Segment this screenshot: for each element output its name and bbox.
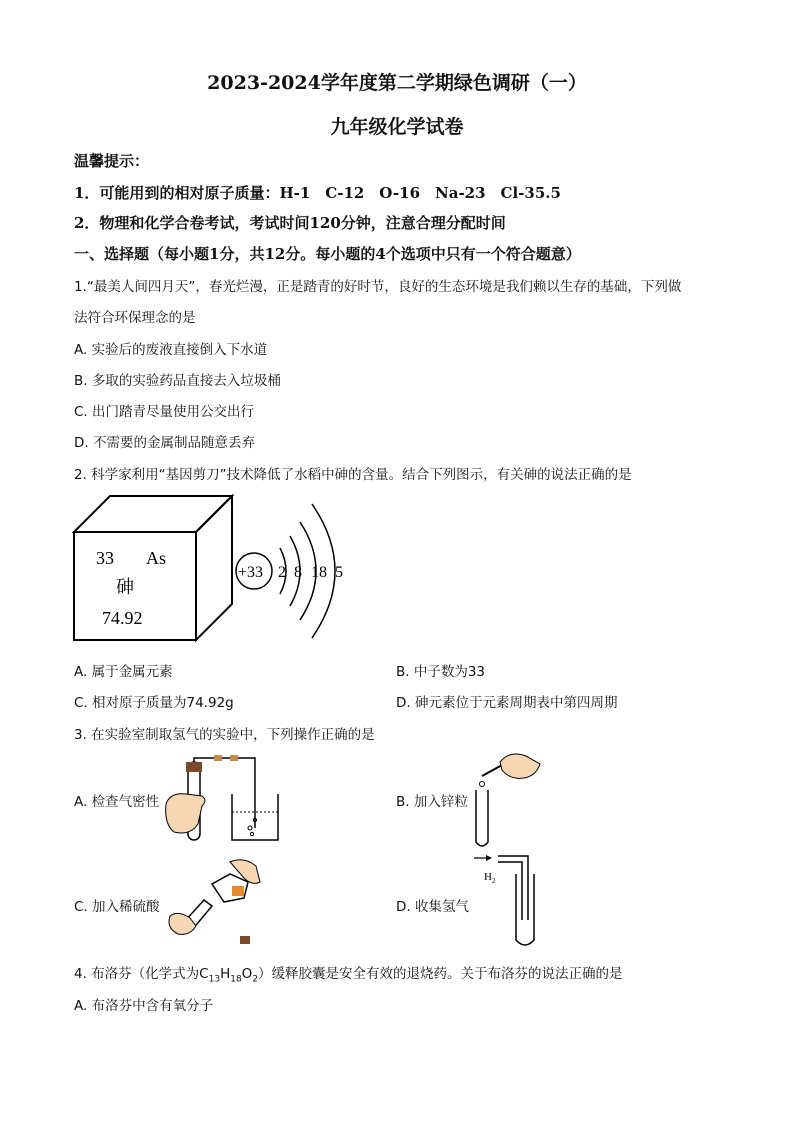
q2-option-a: A. 属于金属元素 [74, 664, 173, 680]
tips-line-1: 1．可能用到的相对原子质量：H-1 C-12 O-16 Na-23 Cl-35.5 [74, 184, 561, 202]
q1-option-b: B. 多取的实验药品直接去入垃圾桶 [74, 373, 281, 389]
add-acid-figure [160, 856, 270, 952]
airtightness-check-figure [160, 754, 280, 846]
tips-line-2: 2．物理和化学合卷考试，考试时间120分钟，注意合理分配时间 [74, 214, 506, 232]
shell-4-count: 5 [335, 564, 343, 581]
shell-3-count: 18 [311, 564, 327, 581]
q1-option-d: D. 不需要的金属制品随意丢弃 [74, 435, 255, 451]
section-heading: 一、选择题（每小题1分，共12分。每小题的4个选项中只有一个符合题意） [74, 245, 581, 263]
atom-structure-figure [232, 496, 362, 646]
add-zinc-figure [470, 750, 550, 850]
q2-option-b: B. 中子数为33 [396, 664, 486, 680]
q3-option-c: C. 加入稀硫酸 [74, 899, 160, 915]
q4-option-a: A. 布洛芬中含有氧分子 [74, 998, 214, 1014]
nucleus-charge: +33 [238, 564, 264, 581]
element-symbol: As [146, 548, 167, 568]
collect-hydrogen-figure [470, 852, 550, 952]
q3-option-b: B. 加入锌粒 [396, 794, 468, 810]
element-mass: 74.92 [102, 608, 143, 628]
q2-stem: 2. 科学家利用“基因剪刀”技术降低了水稻中砷的含量。结合下列图示，有关砷的说法正确的是 [74, 467, 632, 483]
q1-option-c: C. 出门踏青尽量使用公交出行 [74, 404, 255, 420]
q2-option-c: C. 相对原子质量为74.92g [74, 695, 234, 711]
tips-heading: 温馨提示： [74, 152, 150, 170]
q1-stem-line-1: 1.“最美人间四月天”，春光烂漫，正是踏青的好时节，良好的生态环境是我们赖以生存的基础，下列做 [74, 279, 682, 295]
exam-title: 2023-2024学年度第二学期绿色调研（一） [207, 72, 587, 94]
q1-option-a: A. 实验后的废液直接倒入下水道 [74, 342, 268, 358]
shell-1-count: 2 [278, 564, 286, 581]
shell-2-count: 8 [294, 564, 302, 581]
q3-stem: 3. 在实验室制取氢气的实验中，下列操作正确的是 [74, 727, 375, 743]
q1-stem-line-2: 法符合环保理念的是 [74, 310, 196, 326]
q3-option-a: A. 检查气密性 [74, 794, 160, 810]
q2-option-d: D. 砷元素位于元素周期表中第四周期 [396, 695, 618, 711]
q4-stem: 4. 布洛芬（化学式为$C_{13}H_{18}O_2$）缓释胶囊是安全有效的退烧药。关于布洛芬的说法正确的是 [74, 966, 623, 985]
exam-subtitle: 九年级化学试卷 [330, 116, 464, 138]
element-name: 砷 [116, 577, 134, 597]
element-cube-figure [74, 496, 234, 646]
q3-option-d: D. 收集氢气 [396, 899, 469, 915]
h2-label: $H_2$ [484, 871, 496, 885]
element-atomic-number: 33 [96, 548, 114, 568]
